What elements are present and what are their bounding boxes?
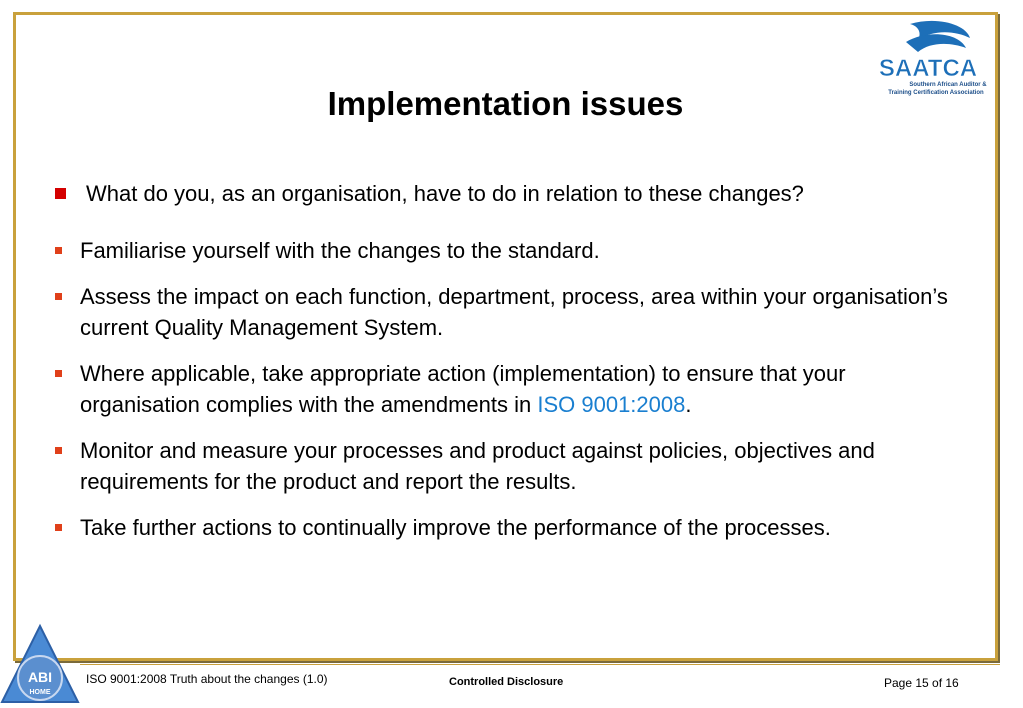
list-item: [55, 281, 955, 343]
logo-tagline-2: Training Certification Association: [888, 90, 984, 96]
saatca-logo-icon: [866, 18, 990, 102]
logo-wordmark: SAATCA: [878, 55, 978, 82]
bullet-icon: [55, 370, 62, 377]
list-item: [55, 512, 955, 543]
question-row: [55, 181, 804, 207]
abi-text: ABI: [27, 669, 53, 685]
square-bullet-icon: [55, 188, 66, 199]
bullet-list: [55, 235, 955, 558]
bullet-icon: [55, 293, 62, 300]
list-item: [55, 435, 955, 497]
list-item: [55, 235, 955, 266]
footer-disclosure: Controlled Disclosure: [449, 676, 564, 688]
footer-divider: [80, 664, 1000, 665]
footer-page-number: Page 15 of 16: [884, 676, 959, 690]
bullet-icon: [55, 524, 62, 531]
bullet-text: Monitor and measure your processes and product against policies, objectives and requirements for the product and report the results.: [80, 438, 875, 494]
question-text: What do you, as an organisation, have to do in relation to these changes?: [86, 181, 804, 206]
abi-home-text: HOME: [29, 689, 51, 696]
logo-tagline-1: Southern African Auditor &: [909, 82, 987, 88]
bullet-text-end: .: [685, 392, 692, 417]
bullet-text: Take further actions to continually improve the performance of the processes.: [80, 515, 831, 540]
slide-title: Implementation issues: [327, 85, 684, 122]
bullet-icon: [55, 247, 62, 254]
list-item: [55, 358, 955, 420]
iso-link[interactable]: ISO 9001:2008: [537, 392, 686, 417]
bullet-text: Assess the impact on each function, department, process, area within your organisation’s current Quality Management System.: [80, 284, 948, 340]
bullet-icon: [55, 447, 62, 454]
bullet-text: Where applicable, take appropriate action (implementation) to ensure that your organisation complies with the amendments in: [80, 361, 846, 417]
abi-home-logo-icon[interactable]: [0, 622, 80, 708]
bullet-text: Familiarise yourself with the changes to the standard.: [80, 238, 600, 263]
footer-document-title: ISO 9001:2008 Truth about the changes (1.0): [86, 672, 328, 686]
